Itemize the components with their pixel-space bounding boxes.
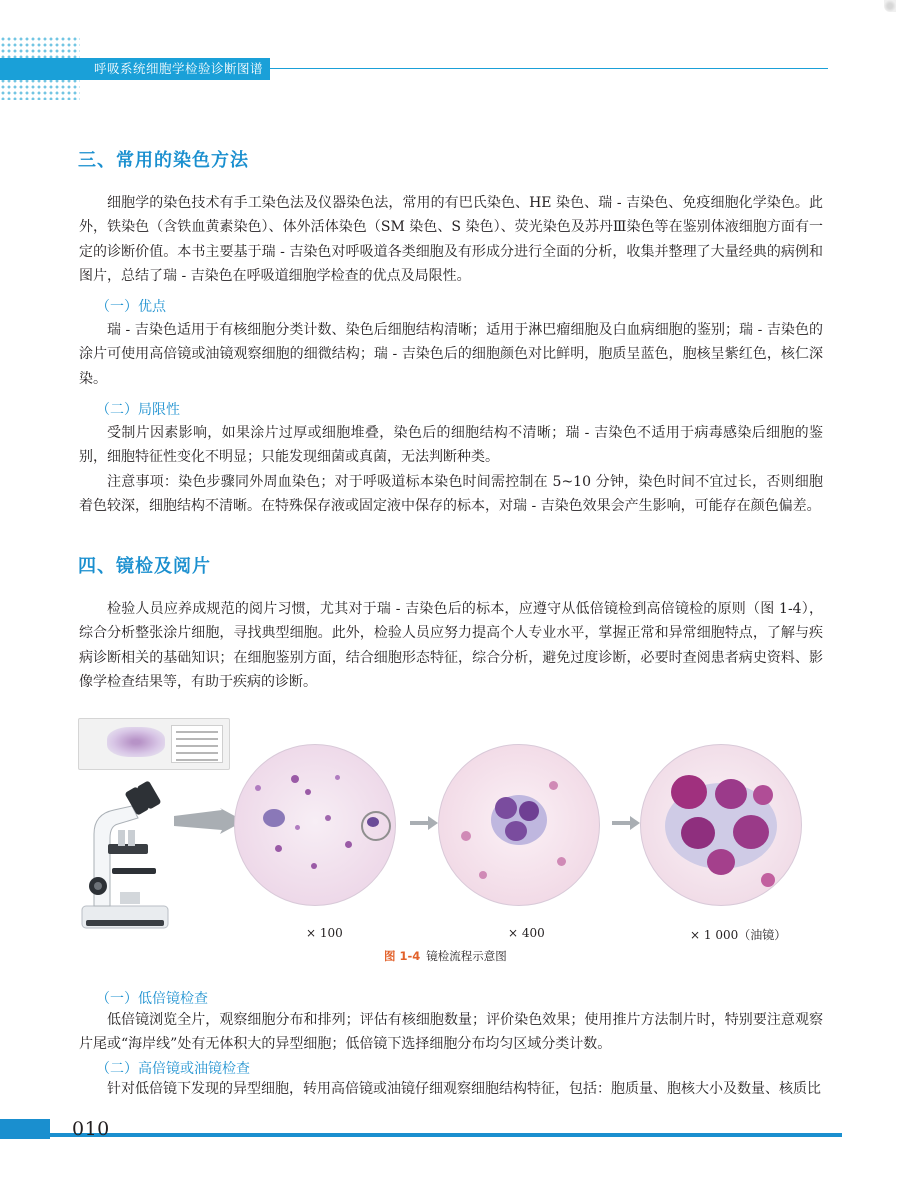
subheading-advantages: （一）优点 xyxy=(96,299,166,315)
subheading-high-power: （二）高倍镜或油镜检查 xyxy=(96,1061,250,1077)
page-number: 010 xyxy=(72,1118,110,1140)
section-heading-staining-methods: 三、常用的染色方法 xyxy=(78,150,249,171)
paragraph-staining-intro: 细胞学的染色技术有手工染色法及仪器染色法，常用的有巴氏染色、HE 染色、瑞 - 吉染色、免疫细胞化学染色。此外，铁染色（含铁血黄素染色）、体外活体染色（SM 染色、S 染色）、荧光染色及苏丹Ⅲ染色等在鉴别体液细胞方面有一定的诊断价值。本书主要基于瑞 - 吉染色对呼吸道各类细胞及有形成分进行全面的分析，收集并整理了大量经典的病例和图片，总结了瑞 - 吉染色在呼吸道细胞学检查的优点及局限性。 xyxy=(79,195,823,284)
paragraph-microscopy-intro: 检验人员应养成规范的阅片习惯，尤其对于瑞 - 吉染色后的标本，应遵守从低倍镜检到高倍镜检的原则（图 1-4），综合分析整张涂片细胞，寻找典型细胞。此外，检验人员应努力提高个人专业水平，掌握正常和异常细胞特点，了解与疾病诊断相关的基础知识；在细胞鉴别方面，结合细胞形态特征，综合分析，避免过度诊断，必要时查阅患者病史资料、影像学检查结果等，有助于疾病的诊断。 xyxy=(79,601,823,690)
slide-label xyxy=(171,725,223,763)
section-heading-microscopy: 四、镜检及阅片 xyxy=(78,556,211,577)
page-corner-mark xyxy=(884,0,896,12)
paragraph-precautions: 注意事项：染色步骤同外周血染色；对于呼吸道标本染色时间需控制在 5~10 分钟，染色时间不宜过长，否则细胞着色较深，细胞结构不清晰。在特殊保存液或固定液中保存的标本，对瑞 - 吉染色效果会产生影响，可能存在颜色偏差。 xyxy=(79,474,823,515)
micrograph-high-power xyxy=(438,744,600,906)
paragraph-advantages: 瑞 - 吉染色适用于有核细胞分类计数、染色后细胞结构清晰；适用于淋巴瘤细胞及白血病细胞的鉴别；瑞 - 吉染色的涂片可使用高倍镜或油镜观察细胞的细微结构；瑞 - 吉染色后的细胞颜色对比鲜明，胞质呈蓝色，胞核呈紫红色，核仁深染。 xyxy=(79,322,823,387)
subheading-low-power: （一）低倍镜检查 xyxy=(96,991,208,1007)
subheading-limitations: （二）局限性 xyxy=(96,402,180,418)
figure-number: 图 1-4 xyxy=(384,949,421,963)
running-title: 呼吸系统细胞学检验诊断图谱 xyxy=(94,61,264,76)
magnification-low: × 100 xyxy=(306,926,343,940)
paragraph-limitations: 受制片因素影响，如果涂片过厚或细胞堆叠，染色后的细胞结构不清晰；瑞 - 吉染色不适用于病毒感染后细胞的鉴别，细胞特征性变化不明显；只能发现细菌或真菌，无法判断种类。 xyxy=(79,425,823,466)
arrow-to-high-power-icon xyxy=(410,816,438,830)
figure-microscopy-workflow xyxy=(74,716,834,966)
figure-caption xyxy=(384,948,507,964)
slide-smear xyxy=(107,727,165,757)
footer-bar xyxy=(0,1119,50,1139)
figure-caption-text: 镜检流程示意图 xyxy=(426,949,507,963)
header-rule xyxy=(270,68,828,69)
microscope-illustration xyxy=(74,774,174,934)
magnification-oil: × 1 000（油镜） xyxy=(690,928,787,942)
arrow-to-oil-immersion-icon xyxy=(612,816,640,830)
slide-image xyxy=(78,718,230,770)
paragraph-high-power: 针对低倍镜下发现的异型细胞，转用高倍镜或油镜仔细观察细胞结构特征，包括：胞质量、胞核大小及数量、核质比 xyxy=(107,1081,821,1097)
paragraph-low-power: 低倍镜浏览全片，观察细胞分布和排列；评估有核细胞数量；评价染色效果；使用推片方法制片时，特别要注意观察片尾或“海岸线”处有无体积大的异型细胞；低倍镜下选择细胞分布均匀区域分类计数。 xyxy=(79,1012,823,1053)
footer-rule xyxy=(50,1133,842,1137)
micrograph-low-power xyxy=(234,744,396,906)
micrograph-oil-immersion xyxy=(640,744,802,906)
magnification-high: × 400 xyxy=(508,926,545,940)
